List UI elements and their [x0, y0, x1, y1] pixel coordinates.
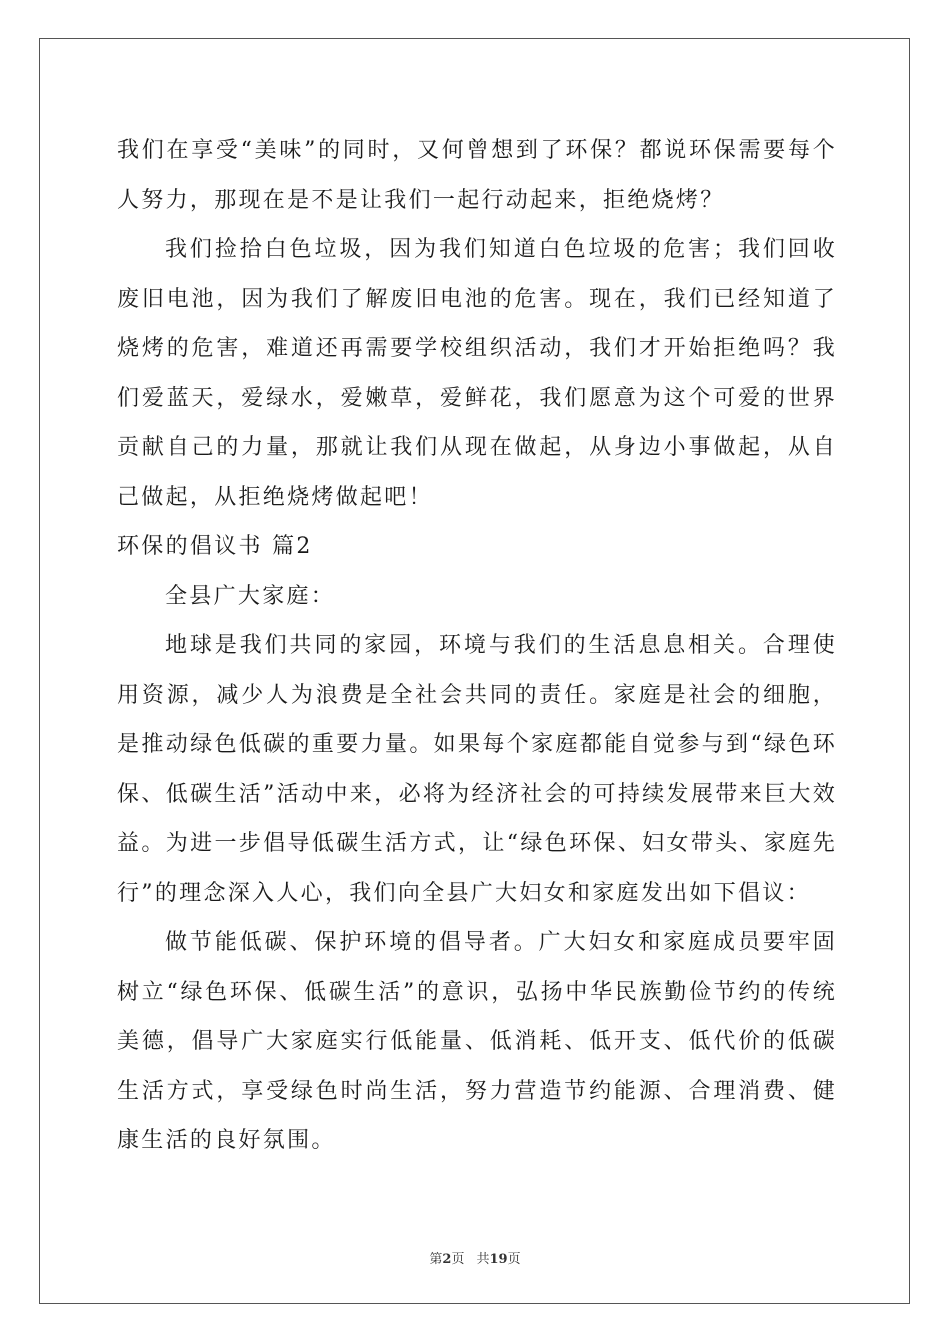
- current-page-number: 2: [442, 1252, 452, 1267]
- salutation: 全县广大家庭：: [165, 583, 336, 609]
- total-page-count: 19: [489, 1252, 508, 1267]
- section-heading: 环保的倡议书 篇2: [117, 534, 313, 559]
- footer-page-suffix: 页: [451, 1252, 465, 1267]
- paragraph-3: 地球是我们共同的家园，环境与我们的生活息息相关。合理使用资源，减少人为浪费是全社会共同的责任。家庭是社会的细胞，是推动绿色低碳的重要力量。如果每个家庭都能自觉参与到“绿色环保、低碳生活”活动中来，必将为经济社会的可持续发展带来巨大效益。为进一步倡导低碳生活方式，让“绿色环保、妇女带头、家庭先行”的理念深入人心，我们向全县广大妇女和家庭发出如下倡议：: [117, 633, 837, 906]
- document-body: [117, 126, 837, 1166]
- paragraph-4: 做节能低碳、保护环境的倡导者。广大妇女和家庭成员要牢固树立“绿色环保、低碳生活”的意识，弘扬中华民族勤俭节约的传统美德，倡导广大家庭实行低能量、低消耗、低开支、低代价的低碳生活方式，享受绿色时尚生活，努力营造节约能源、合理消费、健康生活的良好氛围。: [117, 930, 837, 1153]
- page-footer: [0, 1248, 950, 1267]
- footer-total-prefix: 共: [476, 1252, 490, 1267]
- paragraph-1: 我们在享受“美味”的同时，又何曾想到了环保？都说环保需要每个人努力，那现在是不是让我们一起行动起来，拒绝烧烤？: [117, 138, 837, 213]
- footer-prefix: 第: [429, 1252, 443, 1267]
- footer-total-suffix: 页: [507, 1252, 521, 1267]
- paragraph-2: 我们捡拾白色垃圾，因为我们知道白色垃圾的危害；我们回收废旧电池，因为我们了解废旧电池的危害。现在，我们已经知道了烧烤的危害，难道还再需要学校组织活动，我们才开始拒绝吗？我们爱蓝天，爱绿水，爱嫩草，爱鲜花，我们愿意为这个可爱的世界贡献自己的力量，那就让我们从现在做起，从身边小事做起，从自己做起，从拒绝烧烤做起吧！: [117, 237, 837, 510]
